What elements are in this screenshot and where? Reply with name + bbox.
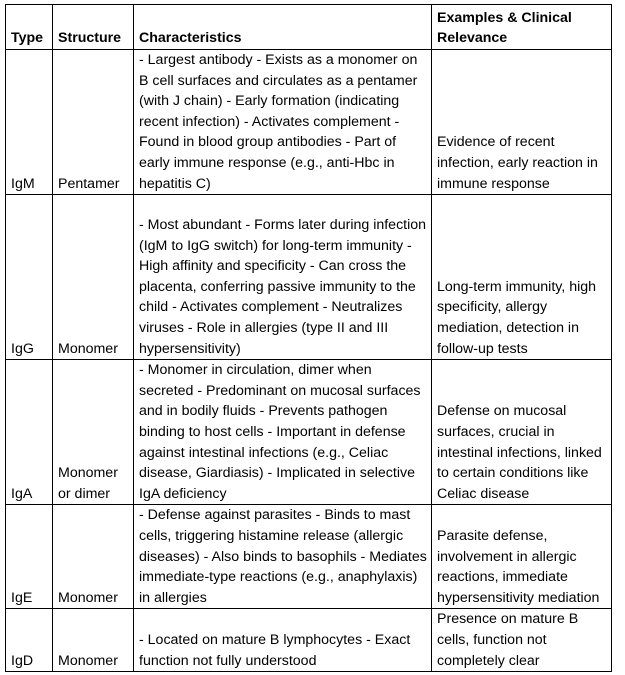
header-structure: Structure <box>53 5 134 50</box>
cell-type: IgM <box>6 50 53 195</box>
cell-structure: Pentamer <box>53 50 134 195</box>
table-row-igd <box>6 609 612 672</box>
cell-examples: Presence on mature B cells, function not completely clear <box>432 609 612 672</box>
cell-structure: Monomer <box>53 195 134 360</box>
table-row-igm <box>6 50 612 195</box>
header-characteristics: Characteristics <box>134 5 432 50</box>
table-row-igg <box>6 195 612 360</box>
cell-structure: Monomer <box>53 609 134 672</box>
cell-characteristics: - Defense against parasites - Binds to mast cells, triggering histamine release (allergic diseases) - Also binds to basophils - Mediates immediate-type reactions (e.g., anaphylaxis) in allergies <box>134 505 432 609</box>
header-type: Type <box>6 5 53 50</box>
cell-structure: Monomer or dimer <box>53 360 134 505</box>
cell-type: IgD <box>6 609 53 672</box>
cell-characteristics: - Largest antibody - Exists as a monomer on B cell surfaces and circulates as a pentamer (with J chain) - Early formation (indicating recent infection) - Activates complement - Found in blood group antibodies - Part of early immune response (e.g., anti-Hbc in hepatitis C) <box>134 50 432 195</box>
table-row-iga <box>6 360 612 505</box>
cell-type: IgE <box>6 505 53 609</box>
cell-type: IgA <box>6 360 53 505</box>
cell-characteristics: - Most abundant - Forms later during infection (IgM to IgG switch) for long-term immunity - High affinity and specificity - Can cross the placenta, conferring passive immunity to the child - Activates complement - Neutralizes viruses - Role in allergies (type II and III hypersensitivity) <box>134 195 432 360</box>
header-examples: Examples & Clinical Relevance <box>432 5 612 50</box>
immunoglobulin-table <box>5 4 612 672</box>
cell-examples: Long-term immunity, high specificity, allergy mediation, detection in follow-up tests <box>432 195 612 360</box>
cell-characteristics: - Monomer in circulation, dimer when secreted - Predominant on mucosal surfaces and in bodily fluids - Prevents pathogen binding to host cells - Important in defense against intestinal infections (e.g., Celiac disease, Giardiasis) - Implicated in selective IgA deficiency <box>134 360 432 505</box>
cell-characteristics: - Located on mature B lymphocytes - Exact function not fully understood <box>134 609 432 672</box>
header-row <box>6 5 612 50</box>
cell-examples: Parasite defense, involvement in allergic reactions, immediate hypersensitivity mediation <box>432 505 612 609</box>
cell-examples: Defense on mucosal surfaces, crucial in intestinal infections, linked to certain conditions like Celiac disease <box>432 360 612 505</box>
table-row-ige <box>6 505 612 609</box>
cell-structure: Monomer <box>53 505 134 609</box>
cell-type: IgG <box>6 195 53 360</box>
cell-examples: Evidence of recent infection, early reaction in immune response <box>432 50 612 195</box>
